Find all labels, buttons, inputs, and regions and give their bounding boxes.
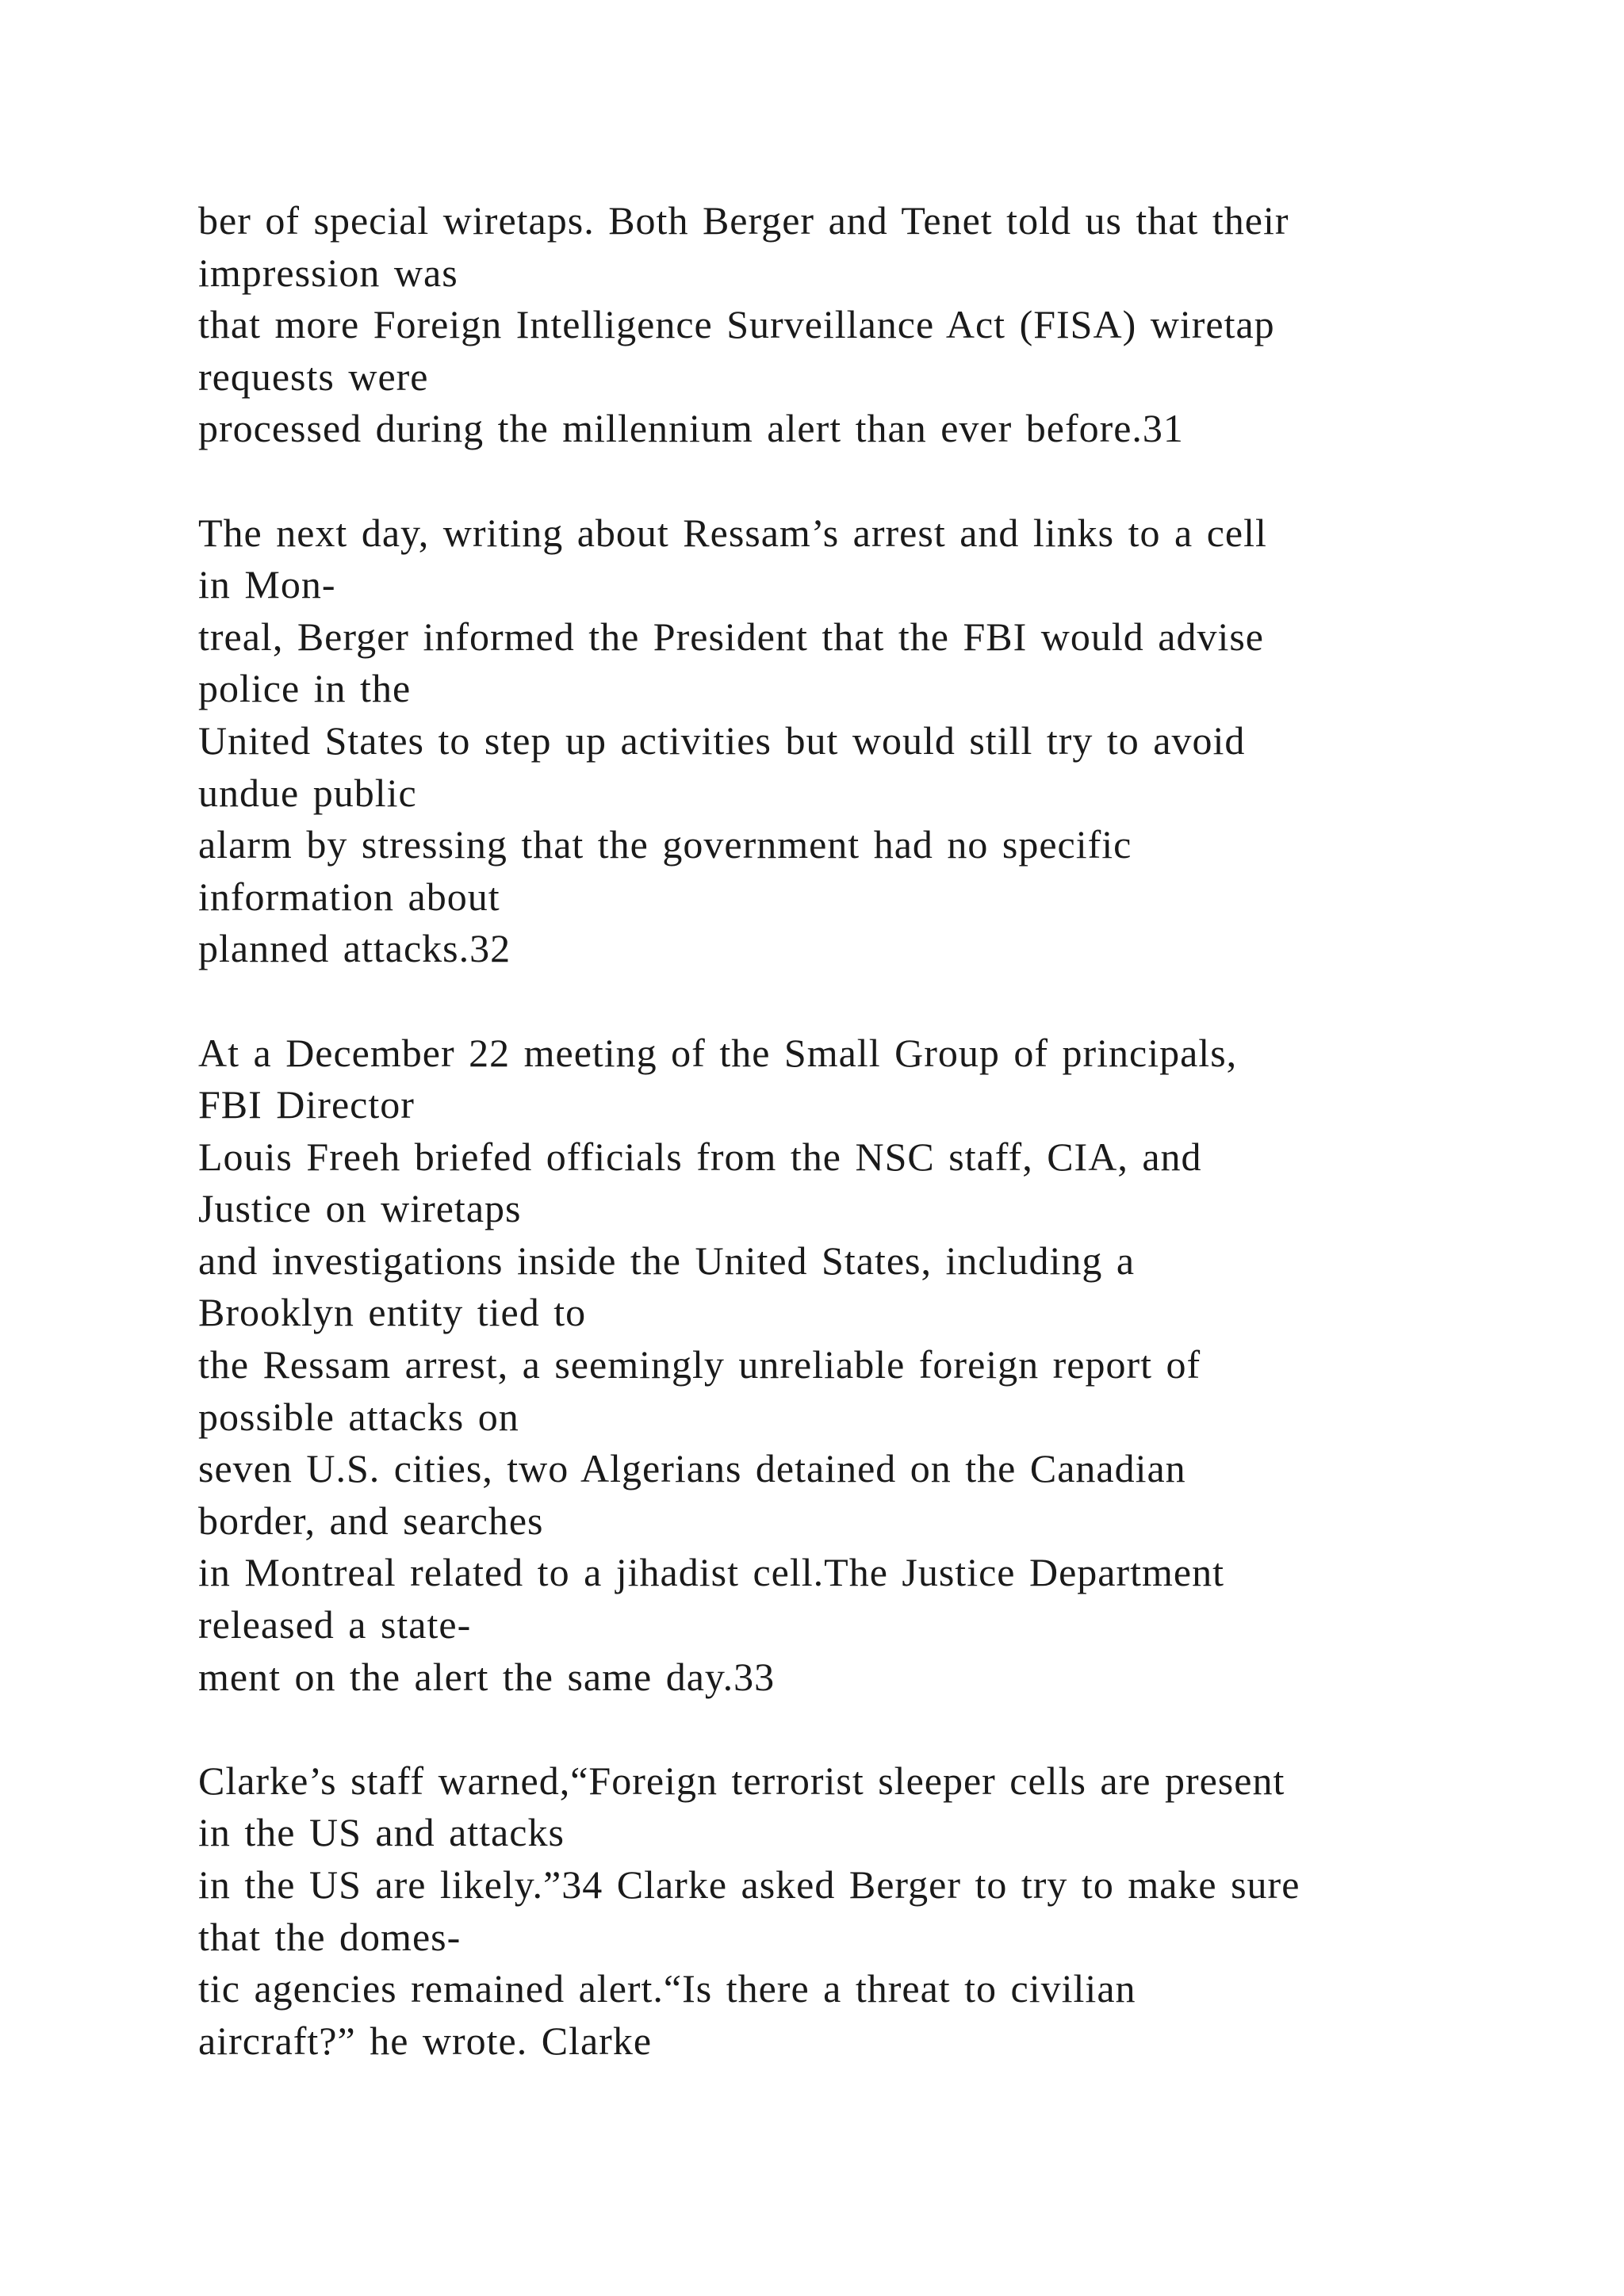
text-line: alarm by stressing that the government had no specific — [198, 822, 1132, 867]
text-line: possible attacks on — [198, 1394, 519, 1439]
text-line: that the domes- — [198, 1914, 462, 1959]
text-line: in the US are likely.”34 Clarke asked Berger to try to make sure — [198, 1862, 1300, 1907]
text-line: in Mon- — [198, 562, 336, 607]
text-line: ment on the alert the same day.33 — [198, 1654, 776, 1699]
body-text — [198, 195, 1530, 2119]
text-line: undue public — [198, 770, 417, 815]
text-line: police in the — [198, 666, 412, 711]
text-line: Justice on wiretaps — [198, 1186, 522, 1231]
paragraph-1 — [198, 195, 1530, 455]
text-line: processed during the millennium alert than ever before.31 — [198, 406, 1184, 451]
text-line: the Ressam arrest, a seemingly unreliable foreign report of — [198, 1342, 1201, 1387]
paragraph-4 — [198, 1755, 1530, 2068]
paragraph-3 — [198, 1027, 1530, 1704]
text-line: Brooklyn entity tied to — [198, 1290, 587, 1335]
text-line: and investigations inside the United States, including a — [198, 1238, 1136, 1283]
text-line: tic agencies remained alert.“Is there a threat to civilian — [198, 1966, 1136, 2011]
text-line: in Montreal related to a jihadist cell.The Justice Department — [198, 1550, 1224, 1595]
text-line: information about — [198, 874, 500, 919]
text-line: aircraft?” he wrote. Clarke — [198, 2018, 653, 2063]
text-line: treal, Berger informed the President that the FBI would advise — [198, 614, 1264, 659]
text-line: The next day, writing about Ressam’s arrest and links to a cell — [198, 510, 1267, 555]
text-line: Clarke’s staff warned,“Foreign terrorist sleeper cells are present — [198, 1758, 1285, 1803]
text-line: border, and searches — [198, 1498, 544, 1543]
text-line: seven U.S. cities, two Algerians detained on the Canadian — [198, 1446, 1186, 1491]
text-line: requests were — [198, 354, 429, 399]
text-line: Louis Freeh briefed officials from the NSC staff, CIA, and — [198, 1134, 1202, 1179]
paragraph-2 — [198, 507, 1530, 975]
text-line: FBI Director — [198, 1082, 415, 1127]
text-line: At a December 22 meeting of the Small Group of principals, — [198, 1030, 1238, 1075]
text-line: planned attacks.32 — [198, 926, 511, 971]
text-line: that more Foreign Intelligence Surveillance Act (FISA) wiretap — [198, 302, 1275, 347]
text-line: impression was — [198, 250, 458, 295]
text-line: ber of special wiretaps. Both Berger and Tenet told us that their — [198, 198, 1289, 243]
text-line: in the US and attacks — [198, 1810, 565, 1855]
text-line: United States to step up activities but would still try to avoid — [198, 718, 1246, 763]
text-line: released a state- — [198, 1602, 472, 1647]
